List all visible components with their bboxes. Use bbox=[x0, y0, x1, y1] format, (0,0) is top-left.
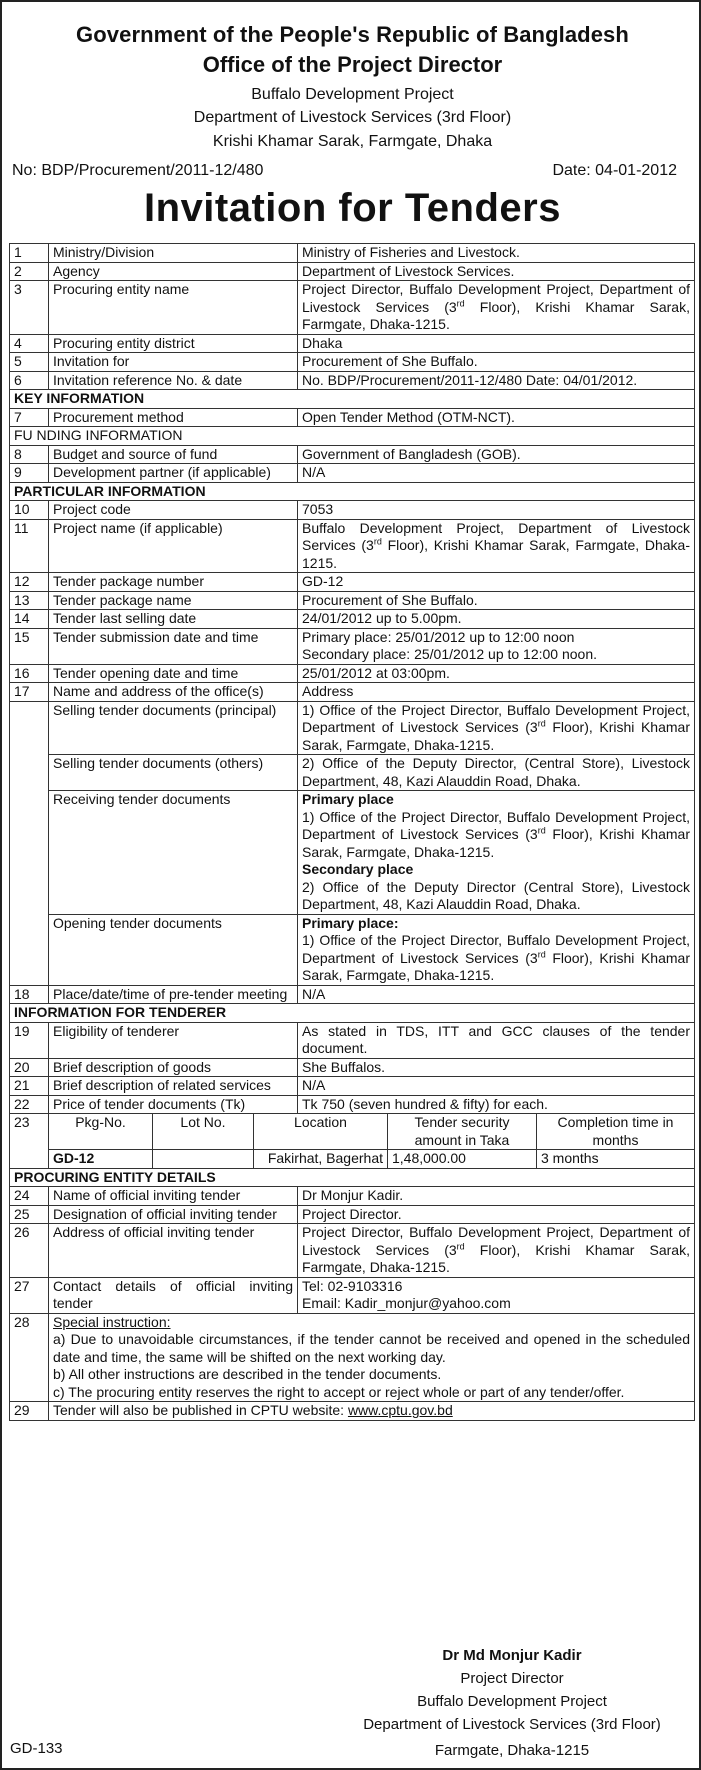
gov-title: Government of the People's Republic of Bangladesh bbox=[76, 22, 629, 47]
row-number: 26 bbox=[10, 1224, 49, 1278]
table-row bbox=[10, 1095, 695, 1114]
signatory-dept: Department of Livestock Services (3rd Floor) bbox=[363, 1716, 661, 1733]
row-label: Procuring entity district bbox=[49, 334, 298, 353]
section-key bbox=[10, 390, 695, 409]
tender-table bbox=[9, 243, 695, 1421]
table-row bbox=[10, 1205, 695, 1224]
table-row bbox=[10, 408, 695, 427]
row-label: Project code bbox=[49, 501, 298, 520]
package-cell: 3 months bbox=[537, 1150, 695, 1168]
table-row: 23 Pkg-No. Lot No. Location Tender security amount in Taka Completion time in months GD-12 Fakirhat, Bagerhat 1,48,000.00 3 months bbox=[10, 1114, 695, 1169]
section-tenderer bbox=[10, 1004, 695, 1023]
row-label: Ministry/Division bbox=[49, 244, 298, 263]
row-label: Procurement method bbox=[49, 408, 298, 427]
row-value: Government of Bangladesh (GOB). bbox=[298, 445, 695, 464]
row-label: Tender last selling date bbox=[49, 610, 298, 629]
row-number: 6 bbox=[10, 371, 49, 390]
row-label: Name of official inviting tender bbox=[49, 1187, 298, 1206]
row-label: Name and address of the office(s) bbox=[49, 683, 298, 702]
row-number: 19 bbox=[10, 1022, 49, 1058]
row-number: 16 bbox=[10, 664, 49, 683]
signatory-project: Buffalo Development Project bbox=[417, 1693, 607, 1710]
row-number: 22 bbox=[10, 1095, 49, 1114]
table-row bbox=[10, 445, 695, 464]
table-row bbox=[10, 353, 695, 372]
table-row: Opening tender documents Primary place: 1) Office of the Project Director, Buffalo Development Project, Department of Livestock Services (3rd Floor), Krishi Khamar Sarak, Farmgate, Dhaka-1215. bbox=[10, 914, 695, 985]
row-value: N/A bbox=[298, 1077, 695, 1096]
row-value: Ministry of Fisheries and Livestock. bbox=[298, 244, 695, 263]
table-row bbox=[10, 1187, 695, 1206]
section-procuring bbox=[10, 1168, 695, 1187]
table-row bbox=[10, 985, 695, 1004]
row-label: Agency bbox=[49, 262, 298, 281]
row-number: 11 bbox=[10, 519, 49, 573]
row-value: Project Director. bbox=[298, 1205, 695, 1224]
table-row: 15 Tender submission date and time Primary place: 25/01/2012 up to 12:00 noon Secondary place: 25/01/2012 up to 12:00 noon. bbox=[10, 628, 695, 664]
package-header: Pkg-No. bbox=[49, 1114, 153, 1150]
row-number: 3 bbox=[10, 281, 49, 335]
table-row bbox=[10, 1077, 695, 1096]
package-cell: Fakirhat, Bagerhat bbox=[254, 1150, 388, 1168]
row-number: 21 bbox=[10, 1077, 49, 1096]
row-label: Project name (if applicable) bbox=[49, 519, 298, 573]
table-row: Receiving tender documents Primary place 1) Office of the Project Director, Buffalo Development Project, Department of Livestock Services (3rd Floor), Krishi Khamar Sarak, Farmgate, Dhaka-1215. Secondary place 2) Office of the Deputy Director (Central Store), Livestock Department, 48, Kazi Alauddin Road, Dhaka. bbox=[10, 791, 695, 915]
row-value: N/A bbox=[298, 985, 695, 1004]
row-number: 9 bbox=[10, 464, 49, 483]
table-row: 29 Tender will also be published in CPTU website: www.cptu.gov.bd bbox=[10, 1402, 695, 1421]
table-row bbox=[10, 281, 695, 335]
cptu-link[interactable]: www.cptu.gov.bd bbox=[347, 1402, 453, 1418]
row-number: 10 bbox=[10, 501, 49, 520]
package-cell bbox=[153, 1150, 254, 1168]
package-header: Completion time in months bbox=[537, 1114, 695, 1150]
row-value: Procurement of She Buffalo. bbox=[298, 353, 695, 372]
row-label: Address of official inviting tender bbox=[49, 1224, 298, 1278]
section-funding bbox=[10, 427, 695, 446]
row-label: Invitation reference No. & date bbox=[49, 371, 298, 390]
row-value: 25/01/2012 at 03:00pm. bbox=[298, 664, 695, 683]
row-number: 7 bbox=[10, 408, 49, 427]
row-label: Tender package number bbox=[49, 573, 298, 592]
package-header: Location bbox=[254, 1114, 388, 1150]
row-value: 24/01/2012 up to 5.00pm. bbox=[298, 610, 695, 629]
section-heading: FU NDING INFORMATION bbox=[10, 427, 695, 446]
row-number: 12 bbox=[10, 573, 49, 592]
row-number: 14 bbox=[10, 610, 49, 629]
row-value: Procurement of She Buffalo. bbox=[298, 591, 695, 610]
section-heading: INFORMATION FOR TENDERER bbox=[10, 1004, 695, 1023]
row-value: Project Director, Buffalo Development Project, Department of Livestock Services (3rd Floor), Krishi Khamar Sarak, Farmgate, Dhaka-1215. bbox=[298, 281, 695, 335]
package-header: Tender security amount in Taka bbox=[388, 1114, 537, 1150]
row-value: As stated in TDS, ITT and GCC clauses of the tender document. bbox=[298, 1022, 695, 1058]
row-label: Development partner (if applicable) bbox=[49, 464, 298, 483]
section-heading: KEY INFORMATION bbox=[10, 390, 695, 409]
section-heading: PROCURING ENTITY DETAILS bbox=[10, 1168, 695, 1187]
row-value: She Buffalos. bbox=[298, 1058, 695, 1077]
row-value: No. BDP/Procurement/2011-12/480 Date: 04/01/2012. bbox=[298, 371, 695, 390]
table-row bbox=[10, 1224, 695, 1278]
address: Krishi Khamar Sarak, Farmgate, Dhaka bbox=[212, 133, 493, 150]
row-label: Eligibility of tenderer bbox=[49, 1022, 298, 1058]
table-row: Selling tender documents (principal) 1) Office of the Project Director, Buffalo Development Project, Department of Livestock Services (3rd Floor), Krishi Khamar Sarak, Farmgate, Dhaka-1215. bbox=[10, 701, 695, 755]
table-row: 27 Contact details of official inviting tender Tel: 02-9103316 Email: Kadir_monjur@yahoo.com bbox=[10, 1277, 695, 1313]
table-row bbox=[10, 591, 695, 610]
row-value: Buffalo Development Project, Department of Livestock Services (3rd Floor), Krishi Khamar Sarak, Farmgate, Dhaka-1215. bbox=[298, 519, 695, 573]
row-value: Dr Monjur Kadir. bbox=[298, 1187, 695, 1206]
section-particular bbox=[10, 482, 695, 501]
ref-no: No: BDP/Procurement/2011-12/480 bbox=[12, 162, 264, 179]
row-value: Address bbox=[298, 683, 695, 702]
row-label: Invitation for bbox=[49, 353, 298, 372]
package-header: Lot No. bbox=[153, 1114, 254, 1150]
package-cell: 1,48,000.00 bbox=[388, 1150, 537, 1168]
row-number: 4 bbox=[10, 334, 49, 353]
row-value: Department of Livestock Services. bbox=[298, 262, 695, 281]
row-value: Tk 750 (seven hundred & fifty) for each. bbox=[298, 1095, 695, 1114]
table-row bbox=[10, 1022, 695, 1058]
office-title: Office of the Project Director bbox=[202, 52, 503, 77]
table-row bbox=[10, 501, 695, 520]
table-row bbox=[10, 334, 695, 353]
row-value: N/A bbox=[298, 464, 695, 483]
row-label: Brief description of goods bbox=[49, 1058, 298, 1077]
footer-code: GD-133 bbox=[10, 1740, 63, 1757]
row-number: 8 bbox=[10, 445, 49, 464]
row-value: Project Director, Buffalo Development Project, Department of Livestock Services (3rd Floor), Krishi Khamar Sarak, Farmgate, Dhaka-1215. bbox=[298, 1224, 695, 1278]
signatory-name: Dr Md Monjur Kadir bbox=[442, 1647, 582, 1664]
table-row bbox=[10, 664, 695, 683]
row-value: GD-12 bbox=[298, 573, 695, 592]
row-number: 20 bbox=[10, 1058, 49, 1077]
row-value: Dhaka bbox=[298, 334, 695, 353]
row-label: Price of tender documents (Tk) bbox=[49, 1095, 298, 1114]
table-row bbox=[10, 519, 695, 573]
row-label: Tender package name bbox=[49, 591, 298, 610]
table-row bbox=[10, 683, 695, 702]
row-number: 13 bbox=[10, 591, 49, 610]
row-number: 24 bbox=[10, 1187, 49, 1206]
table-row bbox=[10, 244, 695, 263]
row-label: Procuring entity name bbox=[49, 281, 298, 335]
project-name: Buffalo Development Project bbox=[251, 86, 454, 103]
row-number: 5 bbox=[10, 353, 49, 372]
table-row bbox=[10, 1058, 695, 1077]
table-row bbox=[10, 371, 695, 390]
row-number: 17 bbox=[10, 683, 49, 702]
row-label: Place/date/time of pre-tender meeting bbox=[49, 985, 298, 1004]
dept-name: Department of Livestock Services (3rd Floor) bbox=[193, 109, 512, 126]
row-label: Designation of official inviting tender bbox=[49, 1205, 298, 1224]
row-label: Brief description of related services bbox=[49, 1077, 298, 1096]
row-value: 7053 bbox=[298, 501, 695, 520]
row-number: 2 bbox=[10, 262, 49, 281]
package-table bbox=[49, 1114, 694, 1168]
row-value: Open Tender Method (OTM-NCT). bbox=[298, 408, 695, 427]
notice-date: Date: 04-01-2012 bbox=[552, 162, 677, 179]
signatory-title: Project Director bbox=[460, 1670, 564, 1687]
row-number: 25 bbox=[10, 1205, 49, 1224]
row-label: Budget and source of fund bbox=[49, 445, 298, 464]
table-row bbox=[10, 464, 695, 483]
notice-title: Invitation for Tenders bbox=[144, 186, 561, 230]
package-cell: GD-12 bbox=[49, 1150, 153, 1168]
table-row bbox=[10, 573, 695, 592]
table-row: Selling tender documents (others) 2) Office of the Deputy Director, (Central Store), Livestock Department, 48, Kazi Alauddin Road, Dhaka. bbox=[10, 755, 695, 791]
table-row bbox=[10, 610, 695, 629]
row-number: 18 bbox=[10, 985, 49, 1004]
table-row: 28 Special instruction: a) Due to unavoidable circumstances, if the tender cannot be received and opened in the scheduled date and time, the same will be shifted on the next working day. b) All other instructions are described in the tender documents. c) The procuring entity reserves the right to accept or reject whole or part of any tender/offer. bbox=[10, 1313, 695, 1402]
row-label: Tender opening date and time bbox=[49, 664, 298, 683]
signatory-address: Farmgate, Dhaka-1215 bbox=[434, 1742, 590, 1759]
table-row bbox=[10, 262, 695, 281]
row-number: 1 bbox=[10, 244, 49, 263]
section-heading: PARTICULAR INFORMATION bbox=[10, 482, 695, 501]
